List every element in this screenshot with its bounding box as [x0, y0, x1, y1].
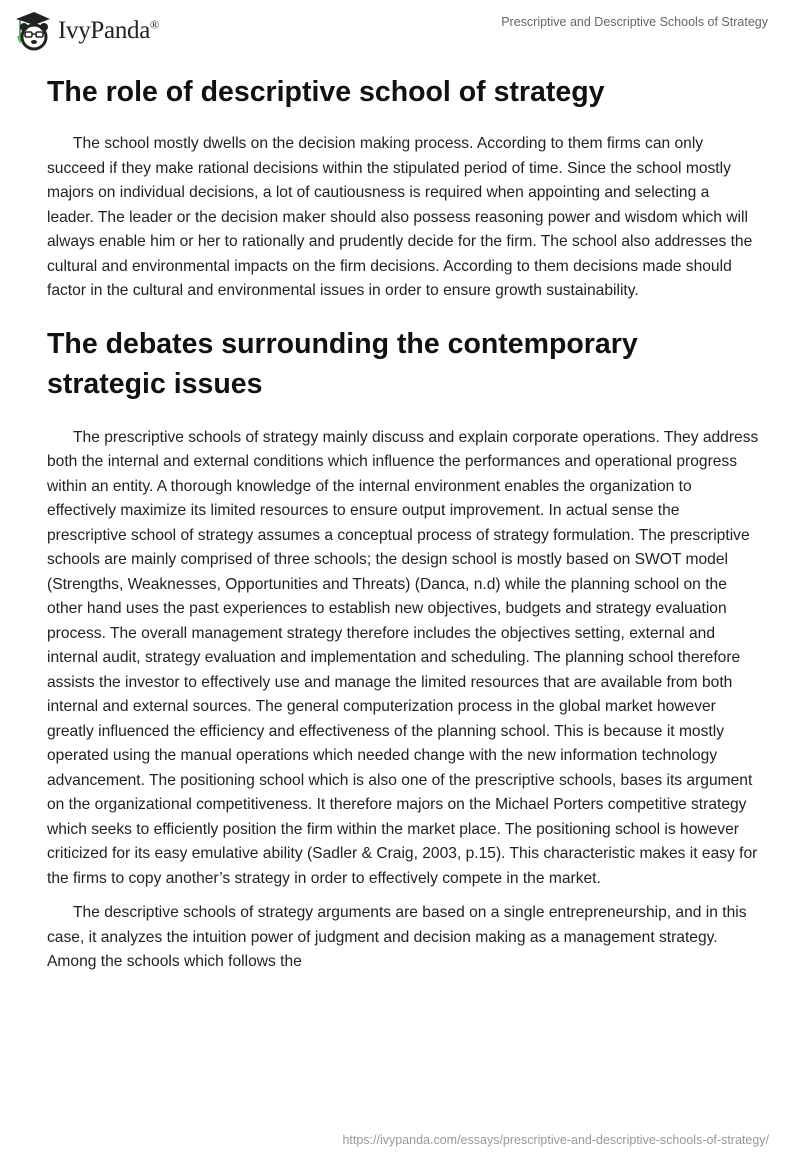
document-title: Prescriptive and Descriptive Schools of Strategy: [501, 15, 768, 29]
section-heading: The role of descriptive school of strategy: [47, 76, 605, 108]
paragraph: The descriptive schools of strategy arguments are based on a single entrepreneurship, and in this case, it analyzes the intuition power of judgment and decision making as a management strategy. Among the schools which follows the: [47, 904, 747, 970]
footer-url[interactable]: https://ivypanda.com/essays/prescriptive-and-descriptive-schools-of-strategy/: [342, 1133, 769, 1147]
article-body: [47, 70, 759, 985]
logo-text: IvyPanda®: [58, 17, 159, 44]
paragraph: The school mostly dwells on the decision making process. According to them firms can only succeed if they make rational decisions within the stipulated period of time. Since the school mostly majors on individual decisions, a lot of cautiousness is required when appointing and selecting a leader. The leader or the decision maker should also possess reasoning power and wisdom which will always enable him or her to rationally and prudently decide for the firm. The school also addresses the cultural and environmental impacts on the firm decisions. According to them decisions made should factor in the cultural and environmental issues in order to ensure growth sustainability.: [47, 135, 753, 299]
paragraph: The prescriptive schools of strategy mainly discuss and explain corporate operations. They address both the internal and external conditions which influence the performances and operational progress within an entity. A thorough knowledge of the internal environment enables the organization to effectively maximize its limited resources to ensure output improvement. In actual sense the prescriptive school of strategy assumes a conceptual process of strategy formulation. The prescriptive schools are mainly comprised of three schools; the design school is mostly based on SWOT model (Strengths, Weaknesses, Opportunities and Threats) (Danca, n.d) while the planning school on the other hand uses the past experiences to establish new objectives, budgets and strategy evaluation process. The overall management strategy therefore includes the objectives setting, external and internal audit, strategy evaluation and implementation and scheduling. The planning school therefore assists the investor to effectively use and manage the limited resources that are available from both internal and external sources. The general computerization process in the global market however greatly influenced the efficiency and effectiveness of the planning school. This is because it mostly operated using the manual operations which needed change with the new information technology advancement. The positioning school which is also one of the prescriptive schools, bases its argument on the organizational competitiveness. It therefore majors on the Michael Porters competitive strategy which seeks to efficiently position the firm within the market place. The positioning school is however criticized for its easy emulative ability (Sadler & Craig, 2003, p.15). This characteristic makes it easy for the firms to copy another’s strategy in order to effectively compete in the market.: [47, 428, 759, 887]
panda-graduate-icon: [12, 10, 52, 52]
section-heading: The debates surrounding the contemporary strategic issues: [47, 327, 638, 400]
page-header: [0, 0, 800, 60]
ivypanda-logo[interactable]: [12, 10, 159, 52]
